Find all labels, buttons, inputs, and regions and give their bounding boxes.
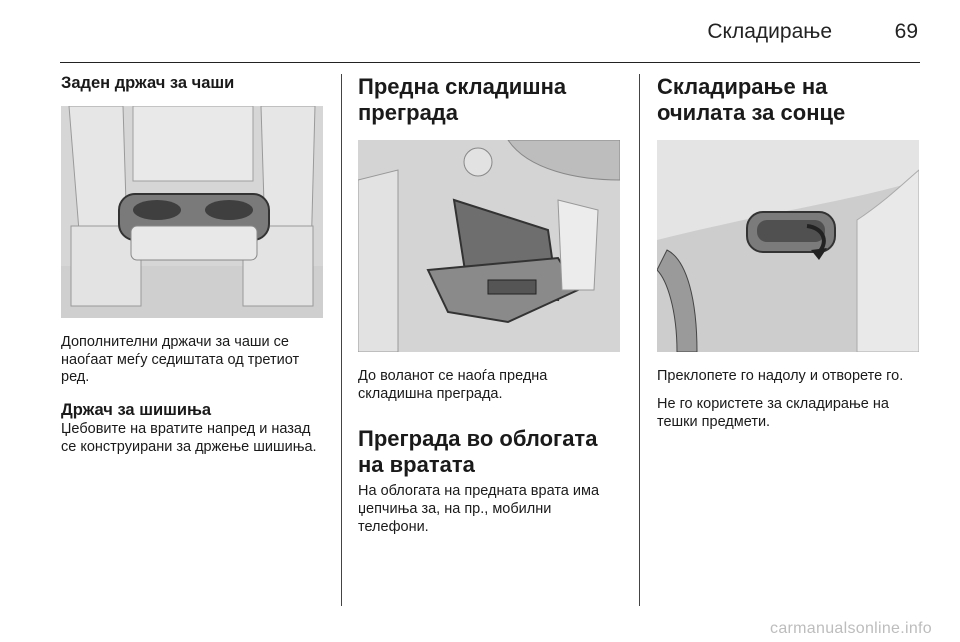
- body-text: Дополнителни држачи за чаши се наоѓаат меѓу седиштата од третиот ред.: [61, 333, 300, 386]
- body-text: Преклопете го надолу и отворете го.: [657, 367, 904, 384]
- column-sunglasses-storage: [657, 74, 919, 441]
- watermark: carmanualsonline.info: [770, 620, 932, 637]
- section-heading: Преграда во облогата на вратата: [358, 425, 598, 477]
- section-heading: Складирање на очилата за сонце: [657, 74, 846, 125]
- body-text: Не го користете за складирање на тешки предмети.: [657, 395, 889, 430]
- cupholder-illustration: [61, 106, 323, 318]
- body-text: На облогата на предната врата има џепчиња за, на пр., мобилни телефони.: [358, 483, 600, 536]
- column-divider: [639, 74, 640, 606]
- body-text: До воланот се наоѓа предна складишна преграда.: [358, 367, 548, 402]
- column-front-storage: [358, 74, 620, 547]
- storage-compartment-illustration: [358, 140, 620, 352]
- header-title: Складирање: [707, 20, 832, 43]
- section-heading: Предна складишна преграда: [358, 74, 567, 125]
- body-text: Џебовите на вратите напред и назад се конструирани за држење шишиња.: [61, 421, 317, 455]
- column-rear-cupholder: [61, 74, 323, 467]
- section-heading: Заден држач за чаши: [61, 74, 235, 92]
- page-header: [60, 0, 920, 63]
- sunglasses-holder-illustration: [657, 140, 919, 352]
- column-divider: [341, 74, 342, 606]
- subsection-heading: Држач за шишиња: [61, 401, 212, 420]
- page-number: 69: [894, 20, 918, 43]
